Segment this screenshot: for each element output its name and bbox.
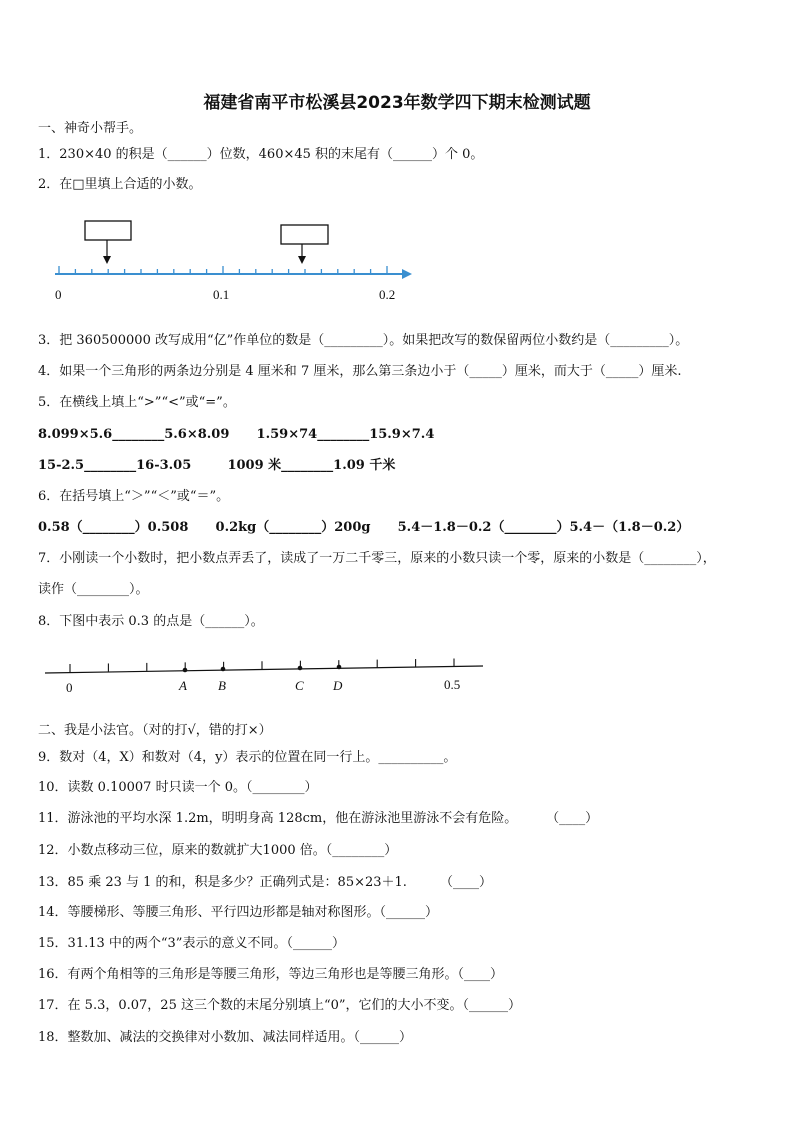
question-17: 17．在 5.3，0.07，25 这三个数的末尾分别填上“0”，它们的大小不变。（______） bbox=[38, 998, 522, 1013]
point-d bbox=[337, 665, 342, 670]
tick-label-0.1: 0.1 bbox=[213, 287, 230, 302]
page-title: 福建省南平市松溪县2023年数学四下期末检测试题 bbox=[203, 93, 591, 113]
question-6: 6．在括号填上“＞”“＜”或“＝”。 bbox=[38, 489, 230, 504]
point-c bbox=[298, 666, 303, 671]
question-15: 15．31.13 中的两个“3”表示的意义不同。（______） bbox=[38, 936, 345, 951]
question-1: 1．230×40 的积是（______）位数，460×45 积的末尾有（______）个 0。 bbox=[38, 147, 484, 162]
label-c: C bbox=[295, 678, 304, 693]
label-d: D bbox=[333, 678, 343, 693]
tick-label-0.2: 0.2 bbox=[379, 287, 396, 302]
question-6-row: 0.58（________）0.508 0.2kg（________）200g 5.4－1.8－0.2（________）5.4－（1.8－0.2） bbox=[38, 520, 690, 535]
question-4: 4．如果一个三角形的两条边分别是 4 厘米和 7 厘米，那么第三条边小于（_____）厘米，而大于（_____）厘米. bbox=[38, 364, 682, 379]
question-8: 8．下图中表示 0.3 的点是（______）。 bbox=[38, 614, 264, 629]
label-0.5: 0.5 bbox=[444, 677, 461, 692]
question-2: 2．在□里填上合适的小数。 bbox=[38, 177, 202, 192]
label-0: 0 bbox=[66, 680, 73, 695]
question-11: 11．游泳池的平均水深 1.2m，明明身高 128cm，他在游泳池里游泳不会有危险。 （____） bbox=[38, 811, 599, 826]
question-5: 5．在横线上填上“>”“<”或“=”。 bbox=[38, 395, 236, 410]
question-5-row-2: 15-2.5________16-3.05 1009 米________1.09 千米 bbox=[38, 458, 396, 473]
question-9: 9．数对（4，X）和数对（4，y）表示的位置在同一行上。__________。 bbox=[38, 750, 457, 765]
point-b bbox=[221, 667, 226, 672]
label-a: A bbox=[179, 678, 187, 693]
question-10: 10．读数 0.10007 时只读一个 0。（________） bbox=[38, 780, 318, 795]
question-7: 7．小刚读一个小数时，把小数点弄丢了，读成了一万二千零三，原来的小数只读一个零，原来的小数是（________）， bbox=[38, 551, 716, 566]
question-14: 14．等腰梯形、等腰三角形、平行四边形都是轴对称图形。（______） bbox=[38, 905, 439, 920]
question-3: 3．把 360500000 改写成用“亿”作单位的数是（_________）。如果把改写的数保留两位小数约是（_________）。 bbox=[38, 333, 689, 348]
question-18: 18．整数加、减法的交换律对小数加、减法同样适用。（______） bbox=[38, 1030, 413, 1045]
question-5-row-1: 8.099×5.6________5.6×8.09 1.59×74________15.9×7.4 bbox=[38, 427, 435, 442]
section-heading-2: 二、我是小法官。（对的打√，错的打×） bbox=[38, 723, 272, 738]
point-a bbox=[183, 668, 188, 673]
question-12: 12．小数点移动三位，原来的数就扩大1000 倍。（________） bbox=[38, 843, 398, 858]
question-13: 13．85 乘 23 与 1 的和，积是多少？正确列式是：85×23＋1. （____） bbox=[38, 875, 492, 890]
label-b: B bbox=[218, 678, 226, 693]
question-16: 16．有两个角相等的三角形是等腰三角形，等边三角形也是等腰三角形。（____） bbox=[38, 967, 504, 982]
tick-label-0: 0 bbox=[55, 287, 62, 302]
question-7-cont: 读作（________）。 bbox=[38, 582, 149, 597]
section-heading-1: 一、神奇小帮手。 bbox=[38, 121, 143, 136]
